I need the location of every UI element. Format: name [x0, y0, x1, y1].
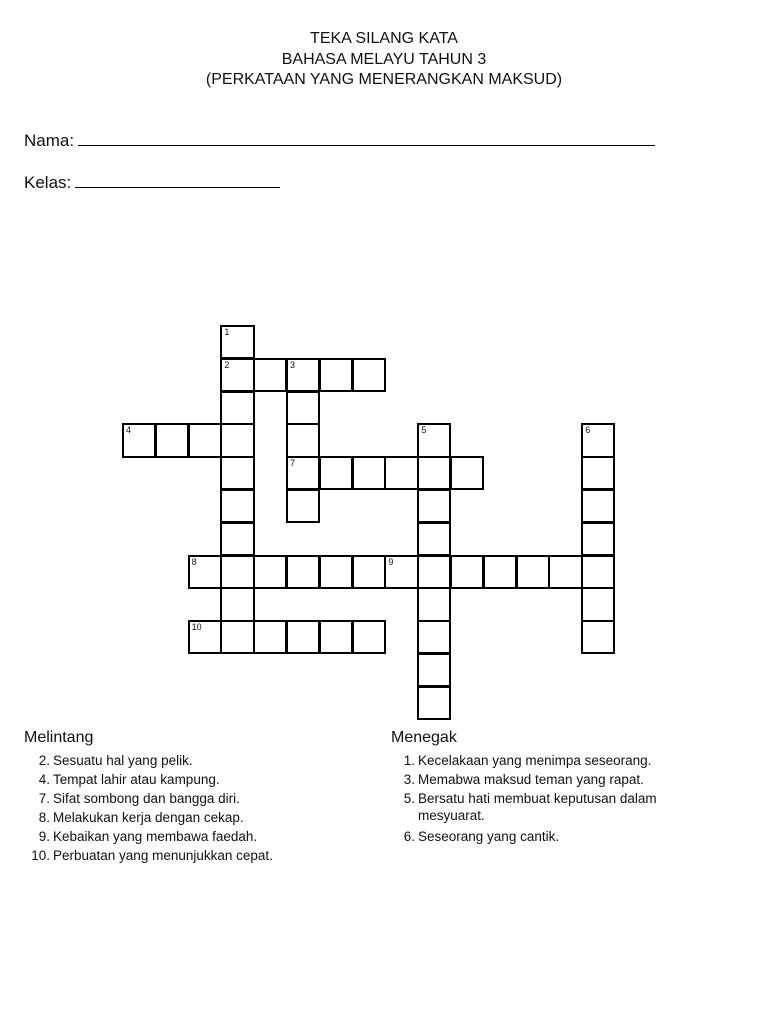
clue-number: 4	[126, 425, 132, 436]
crossword-cell[interactable]	[417, 555, 451, 589]
crossword-cell[interactable]	[417, 653, 451, 687]
clue-item-text: Kebaikan yang membawa faedah.	[53, 829, 258, 844]
crossword-cell[interactable]	[352, 555, 386, 589]
crossword-cell[interactable]	[581, 456, 615, 490]
kelas-label: Kelas:	[24, 173, 72, 192]
melintang-clue-item	[26, 790, 366, 807]
melintang-clue-item	[26, 771, 366, 788]
crossword-cell[interactable]	[417, 423, 451, 457]
crossword-cell[interactable]	[417, 620, 451, 654]
crossword-cell[interactable]	[220, 456, 254, 490]
clue-item-text: Sifat sombong dan bangga diri.	[53, 791, 240, 806]
clue-item-text: Sesuatu hal yang pelik.	[53, 753, 193, 768]
melintang-clue-item	[26, 828, 366, 845]
clue-number: 3	[290, 359, 296, 370]
clue-item-text: Seseorang yang cantik.	[418, 829, 560, 844]
crossword-cell[interactable]	[220, 325, 254, 359]
clue-item-number: 2.	[38, 753, 50, 768]
clue-number: 1	[224, 327, 230, 337]
menegak-clue-item	[391, 790, 721, 824]
title-line-3: (PERKATAAN YANG MENERANGKAN MAKSUD)	[205, 71, 563, 88]
crossword-cell[interactable]	[220, 587, 254, 621]
menegak-clue-item	[391, 752, 721, 769]
crossword-cell[interactable]	[286, 620, 320, 654]
crossword-cell[interactable]	[581, 587, 615, 621]
clue-number: 2	[224, 359, 230, 370]
clue-item-text: Bersatu hati membuat keputusan dalam mesyuarat.	[418, 791, 657, 823]
crossword-cell[interactable]	[483, 555, 517, 589]
menegak-clue-item	[391, 771, 721, 788]
crossword-cell[interactable]	[286, 456, 320, 490]
clue-item-number: 7.	[38, 791, 50, 806]
crossword-cell[interactable]	[450, 456, 484, 490]
clue-item-text: Melakukan kerja dengan cekap.	[53, 810, 244, 825]
crossword-cell[interactable]	[417, 456, 451, 490]
crossword-cell[interactable]	[188, 555, 222, 589]
crossword-cell[interactable]	[450, 555, 484, 589]
crossword-cell[interactable]	[384, 555, 418, 589]
crossword-cell[interactable]	[253, 620, 287, 654]
melintang-clue-item	[26, 752, 366, 769]
nama-label: Nama:	[24, 131, 75, 150]
crossword-cell[interactable]	[581, 489, 615, 523]
crossword-cell[interactable]	[352, 358, 386, 392]
crossword-cell[interactable]	[286, 423, 320, 457]
clue-number: 5	[421, 425, 427, 436]
menegak-clues	[391, 752, 721, 847]
clue-item-number: 6.	[403, 829, 415, 844]
crossword-cell[interactable]	[581, 522, 615, 556]
clue-item-text: Kecelakaan yang menimpa seseorang.	[418, 753, 652, 768]
crossword-cell[interactable]	[581, 555, 615, 589]
crossword-cell[interactable]	[319, 620, 353, 654]
clue-number: 7	[290, 458, 296, 469]
crossword-cell[interactable]	[220, 358, 254, 392]
crossword-cell[interactable]	[319, 456, 353, 490]
clue-item-text: Perbuatan yang menunjukkan cepat.	[53, 848, 273, 863]
clue-number: 6	[585, 425, 591, 436]
clue-number: 10	[191, 622, 202, 633]
crossword-cell[interactable]	[417, 522, 451, 556]
crossword-cell[interactable]	[352, 620, 386, 654]
title-line-2: BAHASA MELAYU TAHUN 3	[281, 51, 487, 68]
crossword-cell[interactable]	[384, 456, 418, 490]
title-line-1: TEKA SILANG KATA	[310, 30, 458, 47]
crossword-cell[interactable]	[220, 423, 254, 457]
crossword-cell[interactable]	[581, 423, 615, 457]
crossword-cell[interactable]	[417, 587, 451, 621]
crossword-cell[interactable]	[319, 358, 353, 392]
crossword-cell[interactable]	[319, 555, 353, 589]
clue-item-number: 5.	[403, 791, 415, 806]
clue-item-number: 1.	[403, 753, 415, 768]
crossword-cell[interactable]	[155, 423, 189, 457]
crossword-cell[interactable]	[220, 620, 254, 654]
crossword-cell[interactable]	[286, 489, 320, 523]
melintang-heading: Melintang	[24, 729, 94, 746]
melintang-clue-item	[26, 847, 366, 864]
menegak-clue-item	[391, 828, 721, 845]
crossword-cell[interactable]	[253, 358, 287, 392]
clue-item-number: 9.	[38, 829, 50, 844]
crossword-cell[interactable]	[122, 423, 156, 457]
melintang-clues	[26, 752, 366, 866]
crossword-cell[interactable]	[188, 423, 222, 457]
crossword-cell[interactable]	[220, 391, 254, 425]
clue-item-text: Memabwa maksud teman yang rapat.	[418, 772, 644, 787]
clue-item-number: 8.	[38, 810, 50, 825]
clue-item-number: 10.	[31, 848, 50, 863]
clue-item-number: 4.	[38, 772, 50, 787]
crossword-cell[interactable]	[417, 489, 451, 523]
menegak-heading: Menegak	[391, 729, 457, 746]
melintang-clue-item	[26, 809, 366, 826]
clue-number: 8	[191, 556, 197, 567]
crossword-cell[interactable]	[581, 620, 615, 654]
clue-item-text: Tempat lahir atau kampung.	[53, 772, 220, 787]
crossword-cell[interactable]	[516, 555, 550, 589]
crossword-cell[interactable]	[253, 555, 287, 589]
clue-number: 9	[388, 556, 394, 567]
crossword-cell[interactable]	[220, 555, 254, 589]
crossword-cell[interactable]	[220, 489, 254, 523]
crossword-cell[interactable]	[352, 456, 386, 490]
crossword-cell[interactable]	[220, 522, 254, 556]
crossword-cell[interactable]	[286, 391, 320, 425]
clue-item-number: 3.	[403, 772, 415, 787]
crossword-cell[interactable]	[286, 358, 320, 392]
crossword-cell[interactable]	[417, 686, 451, 720]
crossword-cell[interactable]	[286, 555, 320, 589]
crossword-cell[interactable]	[188, 620, 222, 654]
crossword-cell[interactable]	[548, 555, 582, 589]
